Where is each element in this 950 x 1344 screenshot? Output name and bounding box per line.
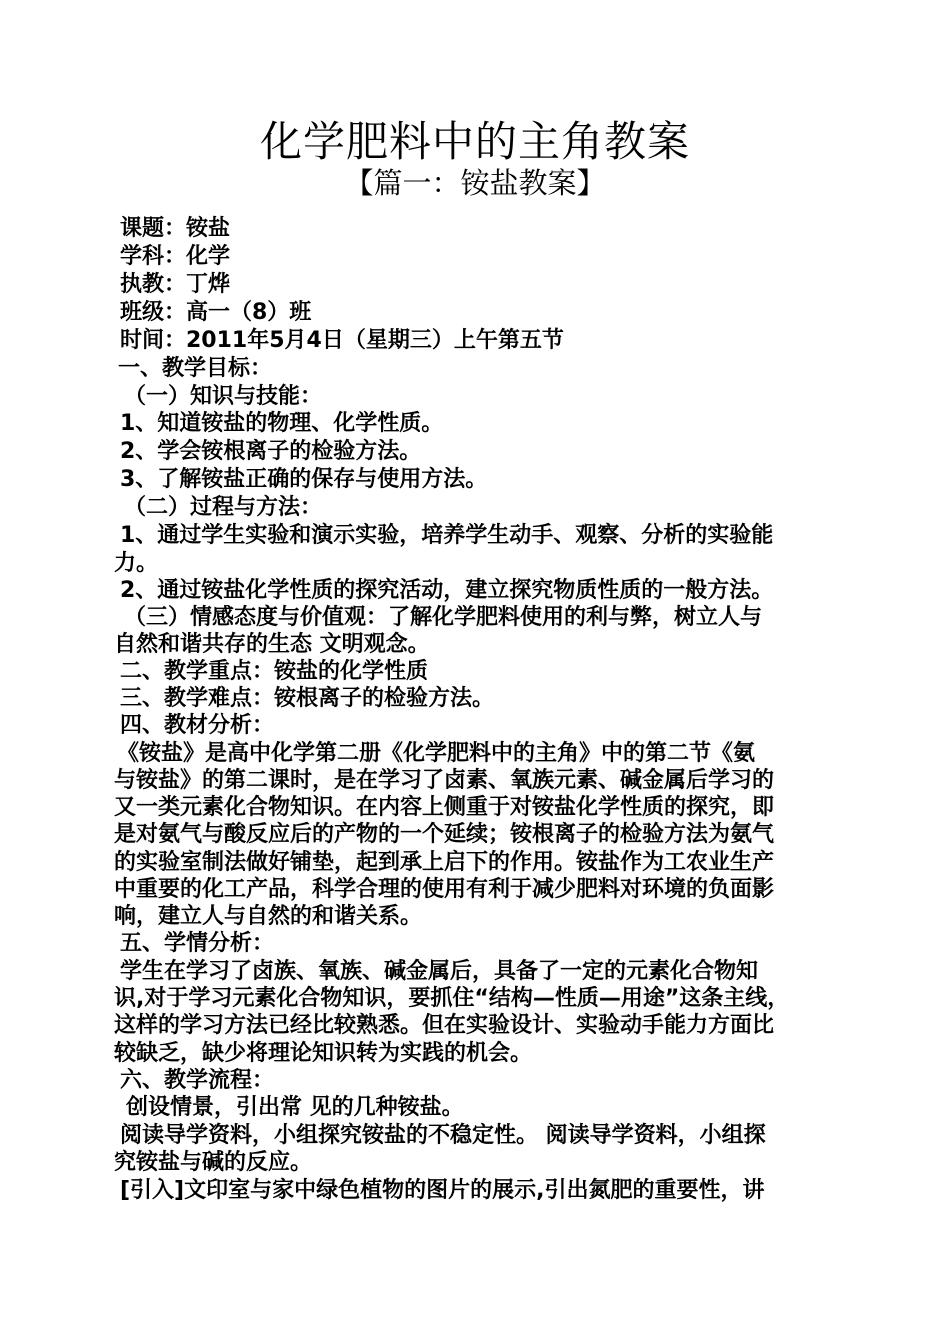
text-line: 3、了解铵盐正确的保存与使用方法。 xyxy=(120,467,488,492)
text-line: 三、教学难点：铵根离子的检验方法。 xyxy=(120,686,495,711)
text-line: （二）过程与方法： xyxy=(124,495,323,520)
text-line: 与铵盐》的第二课时，是在学习了卤素、氧族元素、碱金属后学习的 xyxy=(114,768,775,793)
text-line: 五、学情分析： xyxy=(120,931,275,956)
text-line: 1、通过学生实验和演示实验，培养学生动手、观察、分析的实验能 xyxy=(120,523,774,548)
text-line: 2、学会铵根离子的检验方法。 xyxy=(120,439,422,464)
text-line: 响，建立人与自然的和谐关系。 xyxy=(114,904,423,929)
text-line: 是对氨气与酸反应后的产物的一个延续；铵根离子的检验方法为氨气 xyxy=(114,822,775,847)
text-line: 学生在学习了卤族、氧族、碱金属后，具备了一定的元素化合物知 xyxy=(120,959,759,984)
text-line: 班级：高一（8）班 xyxy=(120,300,312,325)
text-line: 阅读导学资料，小组探究铵盐的不稳定性。 阅读导学资料，小组探 xyxy=(120,1123,766,1148)
text-line: 自然和谐共存的生态 文明观念。 xyxy=(114,632,430,657)
text-line: [引入]文印室与家中绿色植物的图片的展示,引出氮肥的重要性，讲 xyxy=(120,1178,765,1203)
text-line: 2、通过铵盐化学性质的探究活动，建立探究物质性质的一般方法。 xyxy=(120,578,774,603)
text-line: 又一类元素化合物知识。在内容上侧重于对铵盐化学性质的探究，即 xyxy=(114,795,775,820)
text-line: 《铵盐》是高中化学第二册《化学肥料中的主角》中的第二节《氨 xyxy=(117,741,756,766)
text-line: 中重要的化工产品，科学合理的使用有利于减少肥料对环境的负面影 xyxy=(114,877,775,902)
text-line: 二、教学重点：铵盐的化学性质 xyxy=(120,659,429,684)
text-line: 识,对于学习元素化合物知识，要抓住“结构—性质—用途”这条主线， xyxy=(114,986,790,1011)
text-line: 六、教学流程： xyxy=(120,1068,275,1093)
text-line: 四、教材分析： xyxy=(120,713,275,738)
text-line: 力。 xyxy=(114,551,159,576)
text-line: 创设情景，引出常 见的几种铵盐。 xyxy=(126,1095,464,1120)
text-line: （一）知识与技能： xyxy=(124,384,323,409)
text-line: 这样的学习方法已经比较熟悉。但在实验设计、实验动手能力方面比 xyxy=(114,1013,775,1038)
text-line: 执教：丁烨 xyxy=(120,272,231,297)
text-line: 究铵盐与碱的反应。 xyxy=(114,1150,313,1175)
text-line: 的实验室制法做好铺垫，起到承上启下的作用。铵盐作为工农业生产 xyxy=(114,850,775,875)
text-line: 一、教学目标： xyxy=(118,356,273,381)
text-line: 学科：化学 xyxy=(120,244,231,269)
text-line: 1、知道铵盐的物理、化学性质。 xyxy=(120,411,444,436)
document-subtitle: 【篇一：铵盐教案】 xyxy=(344,166,606,200)
document-title: 化学肥料中的主角教案 xyxy=(259,117,690,166)
text-line: （三）情感态度与价值观：了解化学肥料使用的利与弊，树立人与 xyxy=(124,605,763,630)
text-line: 课题：铵盐 xyxy=(120,216,231,241)
text-line: 时间：2011年5月4日（星期三）上午第五节 xyxy=(120,328,564,353)
text-line: 较缺乏，缺少将理论知识转为实践的机会。 xyxy=(114,1041,533,1066)
